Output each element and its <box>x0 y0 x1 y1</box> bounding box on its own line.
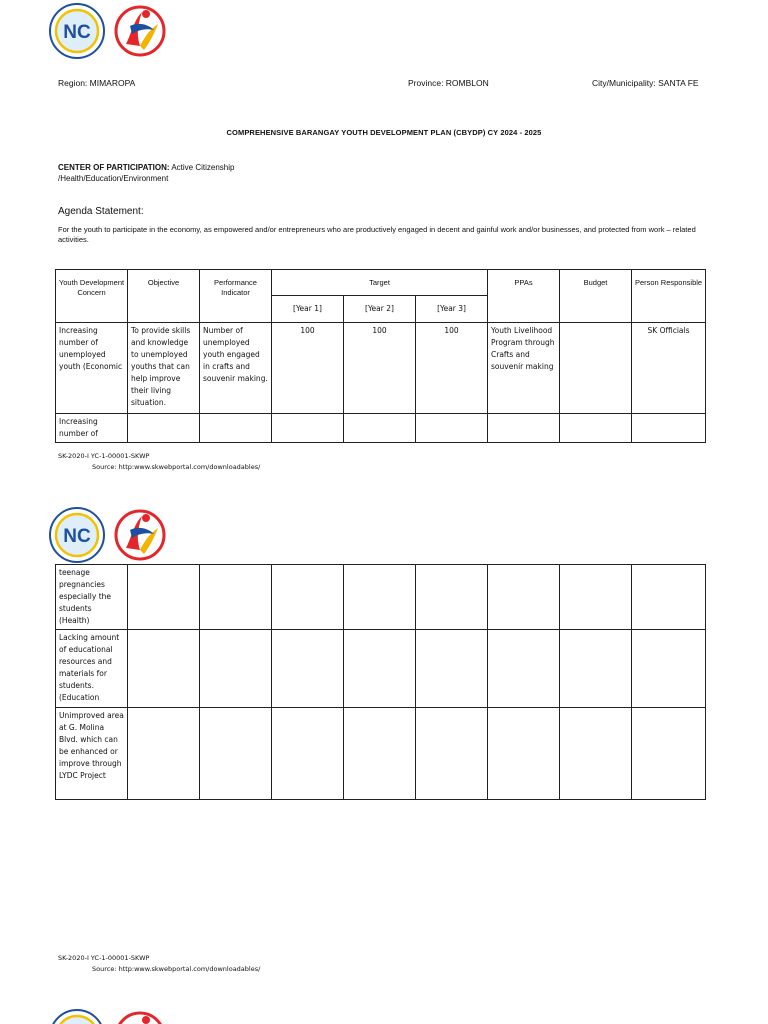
footer-code: SK-2020-I YC-1-00001-SKWP <box>58 452 150 460</box>
header-year-2: [Year 2] <box>344 296 416 323</box>
logo-row <box>48 2 168 60</box>
cell-person: SK Officials <box>632 323 706 414</box>
header-concern: Youth Development Concern <box>56 270 128 323</box>
header-person: Person Responsible <box>632 270 706 323</box>
page-footer-1 <box>58 451 260 473</box>
document-title: COMPREHENSIVE BARANGAY YOUTH DEVELOPMENT PLAN (CBYDP) CY 2024 - 2025 <box>226 128 542 137</box>
cell-ppas <box>488 630 560 708</box>
cell-year-1 <box>272 708 344 800</box>
cell-objective <box>128 708 200 800</box>
cell-concern: Increasing number of <box>56 414 128 443</box>
cell-year-1 <box>272 414 344 443</box>
footer-code: SK-2020-I YC-1-00001-SKWP <box>58 954 150 962</box>
center-value-2: /Health/Education/Environment <box>58 174 169 183</box>
table-row <box>56 565 706 630</box>
cell-objective <box>128 414 200 443</box>
agenda-heading: Agenda Statement: <box>58 206 144 217</box>
plan-table-continued <box>55 564 706 800</box>
cell-year-3 <box>416 708 488 800</box>
table-row <box>56 414 706 443</box>
header-objective: Objective <box>128 270 200 323</box>
table-row <box>56 630 706 708</box>
cell-budget <box>560 565 632 630</box>
center-value: Active Citizenship <box>171 163 235 172</box>
cell-person <box>632 565 706 630</box>
cell-budget <box>560 323 632 414</box>
cell-indicator <box>200 414 272 443</box>
cell-objective: To provide skills and knowledge to unemployed youths that can help improve their living situation. <box>128 323 200 414</box>
cell-year-2 <box>344 708 416 800</box>
table-row <box>56 708 706 800</box>
sk-logo <box>110 1008 168 1024</box>
cell-concern: Lacking amount of educational resources and materials for students. (Education <box>56 630 128 708</box>
center-label: CENTER OF PARTICIPATION: <box>58 163 170 172</box>
cell-indicator <box>200 565 272 630</box>
header-ppas: PPAs <box>488 270 560 323</box>
svg-text:NC: NC <box>63 22 91 43</box>
cell-budget <box>560 414 632 443</box>
cell-year-2 <box>344 630 416 708</box>
cell-year-2 <box>344 565 416 630</box>
cell-year-3 <box>416 414 488 443</box>
cell-year-3 <box>416 630 488 708</box>
cell-objective <box>128 565 200 630</box>
footer-source: Source: http:www.skwebportal.com/downloadables/ <box>92 463 261 471</box>
cell-ppas <box>488 414 560 443</box>
cell-concern: Unimproved area at G. Molina Blvd. which can be enhanced or improve through LYDC Project <box>56 708 128 800</box>
cell-budget <box>560 708 632 800</box>
cell-person <box>632 414 706 443</box>
cell-person <box>632 630 706 708</box>
cell-ppas: Youth Livelihood Program through Crafts and souvenir making <box>488 323 560 414</box>
footer-source: Source: http:www.skwebportal.com/downloadables/ <box>92 965 261 973</box>
cell-concern: teenage pregnancies especially the students (Health) <box>56 565 128 630</box>
cell-budget <box>560 630 632 708</box>
province-label: Province: ROMBLON <box>408 78 489 88</box>
cell-year-2 <box>344 414 416 443</box>
center-of-participation <box>58 162 234 184</box>
nyc-seal-logo <box>48 506 106 564</box>
cell-objective <box>128 630 200 708</box>
cell-person <box>632 708 706 800</box>
nyc-seal-logo <box>48 2 106 60</box>
sk-logo <box>110 2 168 60</box>
agenda-statement: For the youth to participate in the economy, as empowered and/or entrepreneurs who are productively engaged in decent and gainful work and/or businesses, and protected from work – related activities. <box>58 225 696 244</box>
cell-year-1 <box>272 630 344 708</box>
cell-year-1: 100 <box>272 323 344 414</box>
cell-year-2: 100 <box>344 323 416 414</box>
cell-ppas <box>488 708 560 800</box>
cell-indicator <box>200 630 272 708</box>
cell-indicator: Number of unemployed youth engaged in crafts and souvenir making. <box>200 323 272 414</box>
header-indicator: Performance Indicator <box>200 270 272 323</box>
city-label: City/Municipality: SANTA FE <box>592 78 699 88</box>
logo-row <box>48 1008 168 1024</box>
cell-indicator <box>200 708 272 800</box>
table-row <box>56 323 706 414</box>
sk-logo <box>110 506 168 564</box>
cell-concern: Increasing number of unemployed youth (Economic <box>56 323 128 414</box>
header-budget: Budget <box>560 270 632 323</box>
cell-year-3: 100 <box>416 323 488 414</box>
cell-ppas <box>488 565 560 630</box>
nyc-seal-logo <box>48 1008 106 1024</box>
svg-text:NC: NC <box>63 526 91 547</box>
cell-year-3 <box>416 565 488 630</box>
logo-row <box>48 506 168 564</box>
plan-table <box>55 269 706 443</box>
cell-year-1 <box>272 565 344 630</box>
header-year-3: [Year 3] <box>416 296 488 323</box>
header-year-1: [Year 1] <box>272 296 344 323</box>
region-label: Region: MIMAROPA <box>58 78 136 88</box>
header-target: Target <box>272 270 488 296</box>
page-footer-2 <box>58 953 260 975</box>
